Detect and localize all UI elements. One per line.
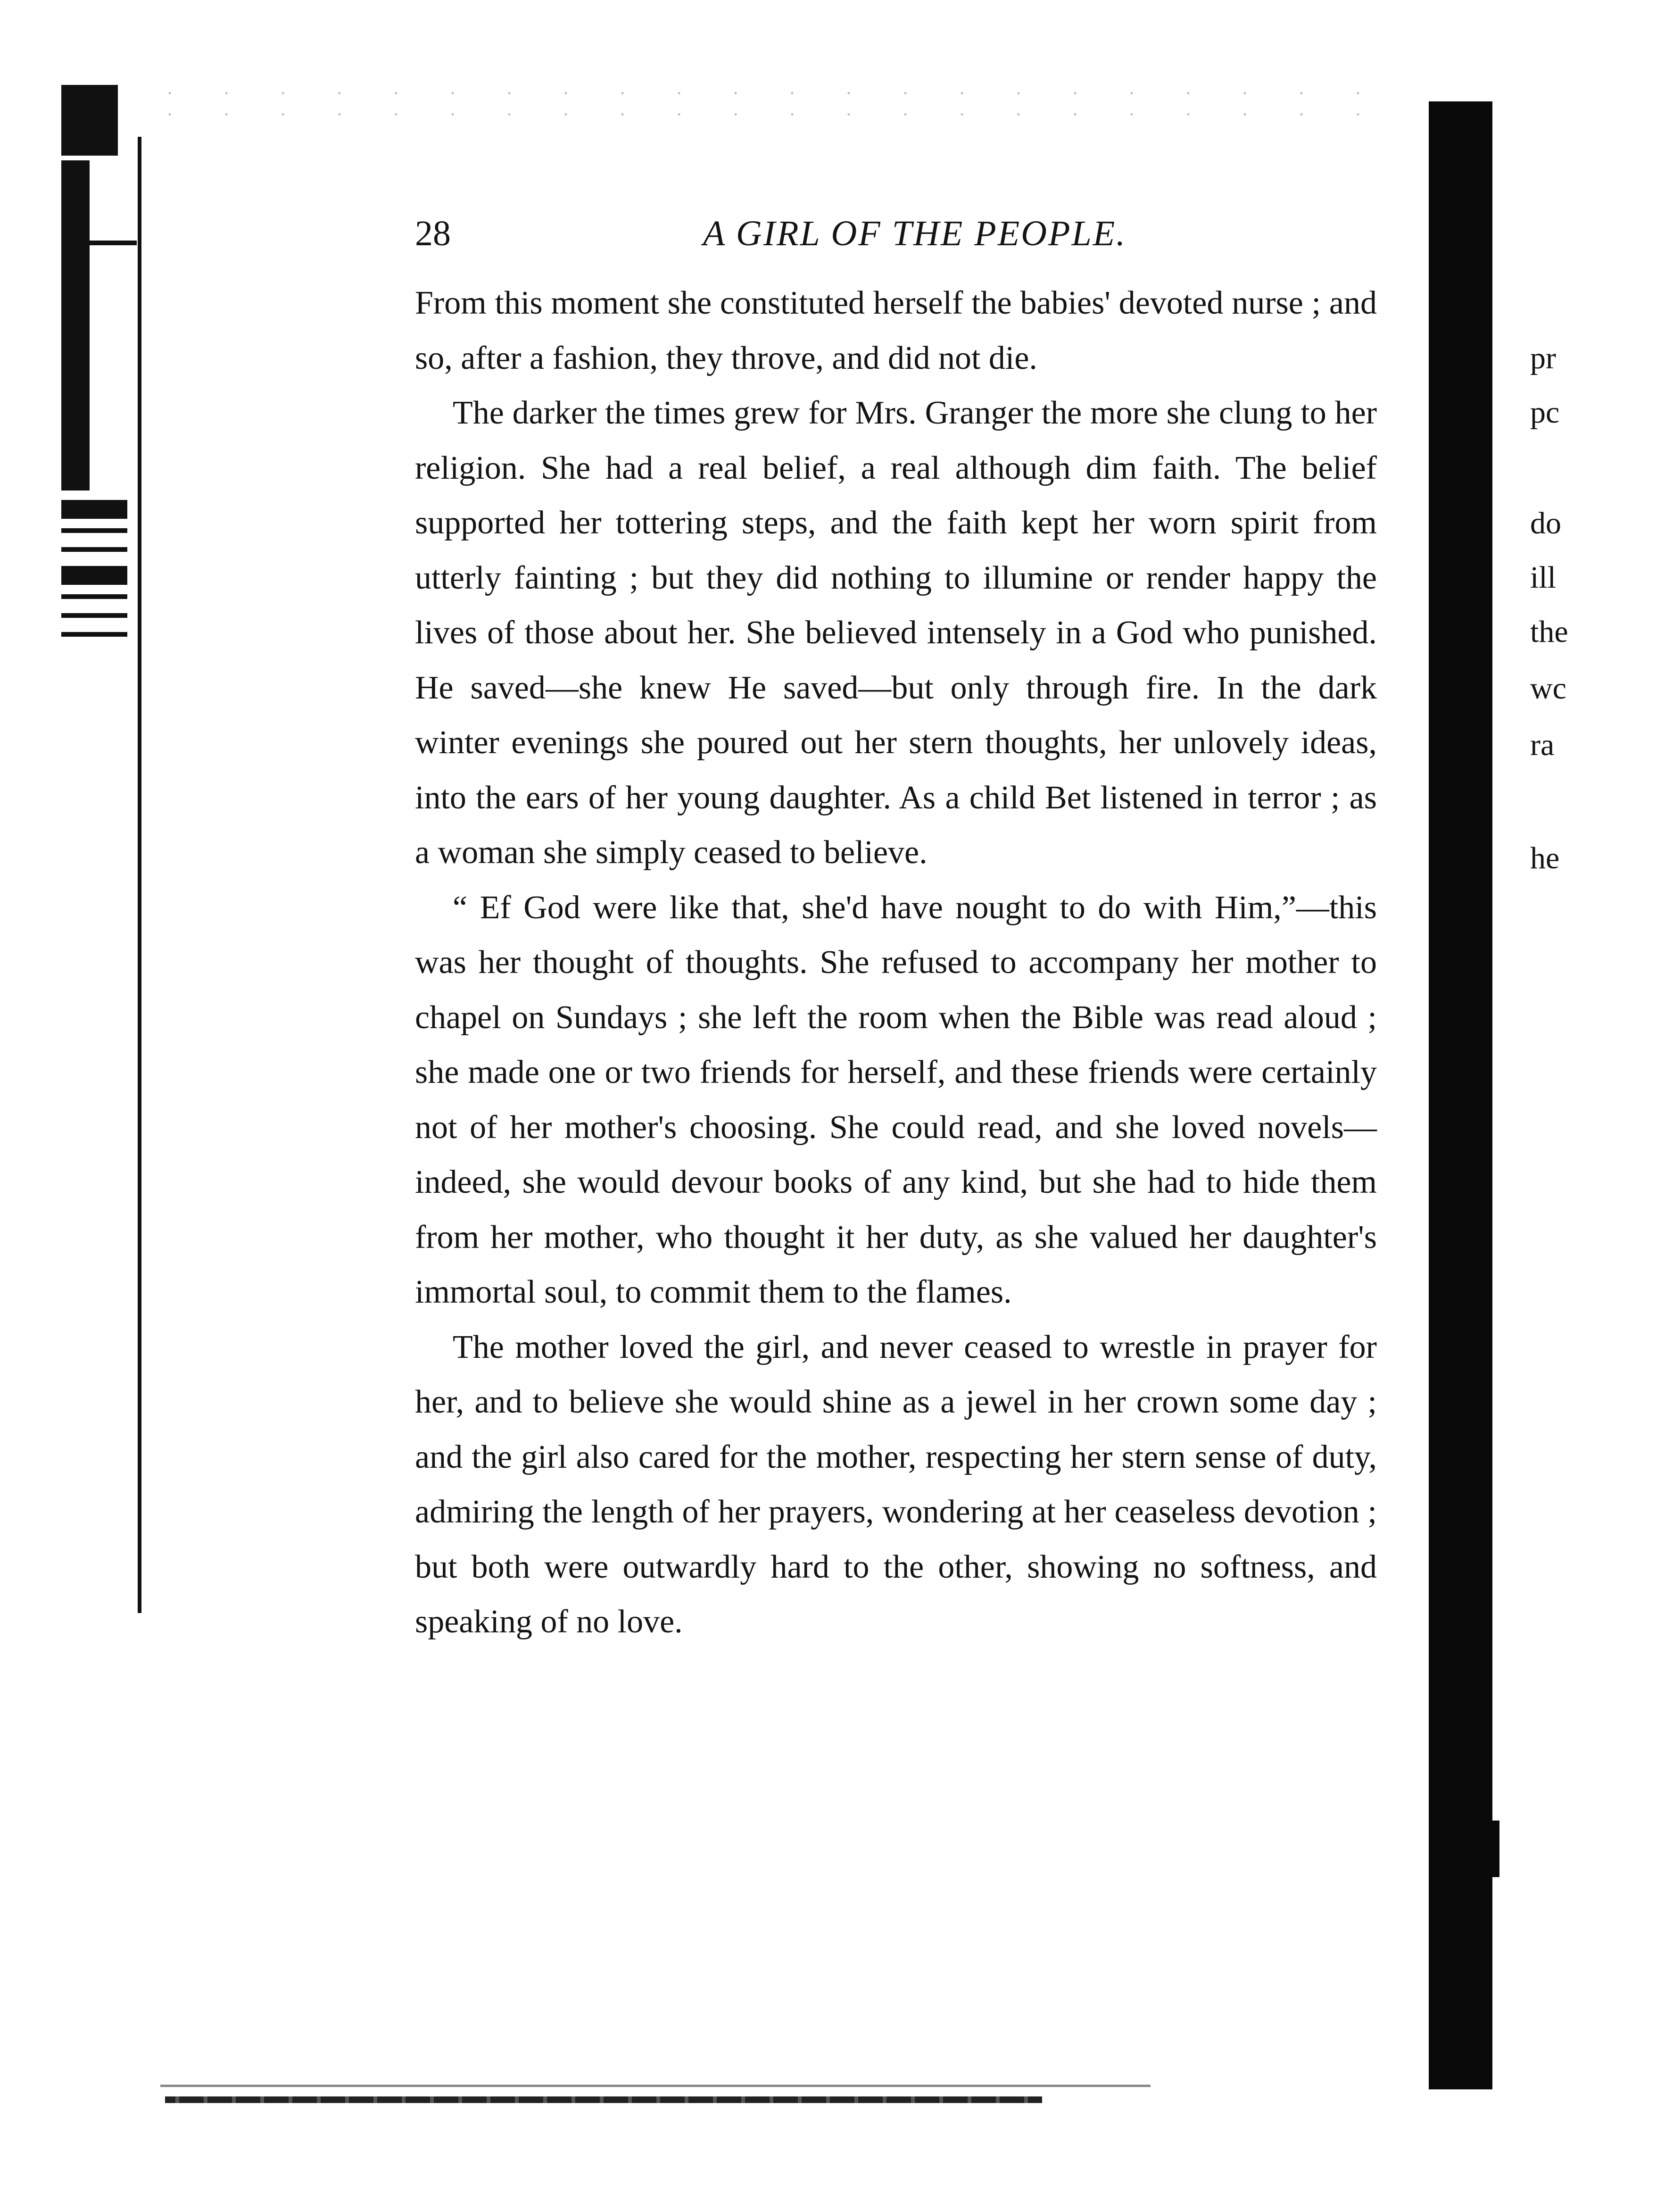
scan-noise [141,83,1391,125]
running-head [415,208,1415,259]
scan-edge-marks [61,85,137,698]
facing-page-fragment: ra [1530,728,1555,762]
gutter-shadow-notch [1490,1821,1499,1877]
paragraph: The darker the times grew for Mrs. Granger the more she clung to her religion. She had a real belief, a real although dim faith. The belief supported her tottering steps, and the faith kept her worn spirit from utterly fainting ; but they did nothing to illumine or render happy the lives of those about her. She believed intensely in a God who punished. He saved—she knew He saved—but only through fire. In the dark winter evenings she poured out her stern thoughts, her unlovely ideas, into the ears of her young daughter. As a child Bet listened in terror ; as a woman she simply ceased to believe. [415,395,1377,871]
gutter-shadow [1429,101,1492,2089]
bottom-edge-line [160,2085,1151,2087]
facing-page-fragment: the [1530,615,1568,649]
bottom-edge-rule [165,2096,1042,2103]
paragraph: “ Ef God were like that, she'd have nought to do with Him,”—this was her thought of thoughts. She refused to accompany her mother to chapel on Sundays ; she left the room when the Bible was read aloud ; she made one or two friends for herself, and these friends were certainly not of her mother's choosing. She could read, and she loved novels—indeed, she would devour books of any kind, but she had to hide them from her mother, who thought it her duty, as she valued her daughter's immortal soul, to commit them to the flames. [415,889,1377,1310]
paragraph: From this moment she constituted herself the babies' devoted nurse ; and so, after a fashion, they throve, and did not die. [415,285,1377,376]
body-text [415,276,1377,1650]
running-title: A GIRL OF THE PEOPLE. [703,214,1127,253]
facing-page-fragment: pr [1530,341,1556,375]
facing-page-fragment: wc [1530,671,1566,706]
facing-page-fragment: pc [1530,395,1560,430]
facing-page-fragments [1530,0,1587,2212]
page-number: 28 [415,214,451,253]
page-fold-line [138,137,141,1613]
facing-page-fragment: ill [1530,560,1557,595]
facing-page-fragment: he [1530,841,1560,875]
paragraph: The mother loved the girl, and never ceased to wrestle in prayer for her, and to believe she would shine as a jewel in her crown some day ; and the girl also cared for the mother, respecting her stern sense of duty, admiring the length of her prayers, wondering at her ceaseless devotion ; but both were outwardly hard to the other, showing no softness, and speaking of no love. [415,1329,1377,1640]
facing-page-fragment: do [1530,506,1561,541]
